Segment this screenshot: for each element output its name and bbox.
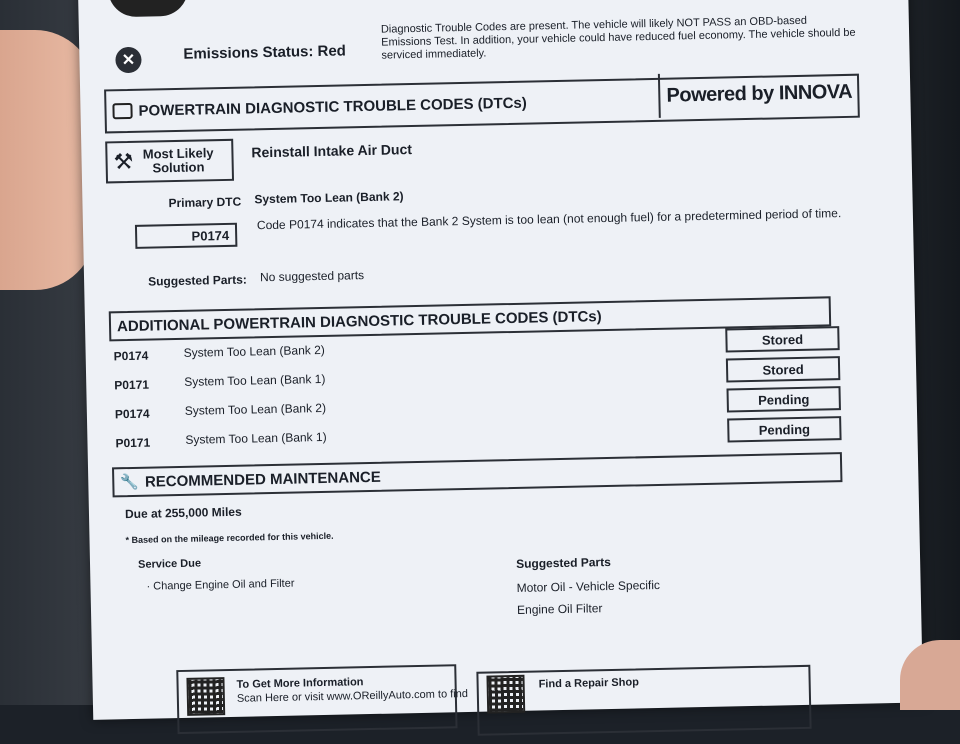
additional-dtc-header: ADDITIONAL POWERTRAIN DIAGNOSTIC TROUBLE CODES (DTCs): [109, 296, 831, 341]
powertrain-title: POWERTRAIN DIAGNOSTIC TROUBLE CODES (DTCs): [138, 94, 527, 120]
suggested-parts-value: No suggested parts: [259, 268, 365, 285]
most-likely-solution-box: [105, 139, 234, 184]
repair-shop-title: Find a Repair Shop: [538, 676, 639, 691]
maintenance-note: * Based on the mileage recorded for this vehicle.: [125, 530, 334, 546]
primary-dtc-code: P0174: [135, 223, 237, 249]
wrench-icon: 🔧: [120, 473, 140, 492]
service-item: · Change Engine Oil and Filter: [146, 577, 295, 593]
emissions-message: Diagnostic Trouble Codes are present. The vehicle will likely NOT PASS an OBD-based Emissions Test. In addition, your vehicle could have reduced fuel economy. The vehicle should be serviced immediately.: [380, 14, 856, 62]
primary-dtc-name: System Too Lean (Bank 2): [254, 189, 404, 207]
qr-code-icon: [186, 677, 225, 716]
maintenance-due: Due at 255,000 Miles: [124, 504, 242, 522]
maint-suggested-parts-label: Suggested Parts: [515, 554, 611, 571]
qr-code-icon: [486, 675, 525, 714]
maintenance-title: RECOMMENDED MAINTENANCE: [144, 468, 381, 491]
more-info-box: [176, 664, 469, 734]
engine-icon: [112, 103, 132, 119]
powered-by-innova: Powered by INNOVA: [658, 70, 859, 118]
dtc-row-code: P0174: [114, 406, 150, 422]
dtc-row-code: P0171: [115, 435, 151, 451]
dtc-row-desc: System Too Lean (Bank 2): [184, 400, 327, 418]
dtc-row-status: Pending: [727, 416, 841, 442]
dtc-row-status: Stored: [725, 326, 839, 352]
primary-dtc-label: Primary DTC: [168, 194, 242, 211]
more-info-subtitle: Scan Here or visit www.OReillyAuto.com to find: [236, 687, 469, 705]
dtc-row-desc: System Too Lean (Bank 1): [184, 371, 326, 389]
solution-label: Most Likely Solution: [142, 145, 214, 176]
red-status-x-icon: ✕: [115, 47, 142, 74]
suggested-parts-label: Suggested Parts:: [147, 272, 247, 289]
more-info-title: To Get More Information: [236, 676, 364, 691]
service-due-label: Service Due: [137, 557, 202, 571]
solution-text: Reinstall Intake Air Duct: [251, 141, 413, 161]
emissions-status: Emissions Status: Red: [183, 42, 347, 63]
part-item: Engine Oil Filter: [516, 601, 603, 617]
part-item: Motor Oil - Vehicle Specific: [516, 577, 661, 595]
maintenance-header: [112, 452, 842, 497]
primary-dtc-description: Code P0174 indicates that the Bank 2 System is too lean (not enough fuel) for a predetermined period of time.: [256, 206, 842, 233]
dtc-row-status: Stored: [726, 356, 840, 382]
logo-fragment: [108, 0, 189, 17]
diagnostic-report-sheet: [78, 0, 923, 720]
dtc-row-status: Pending: [726, 386, 840, 412]
dtc-row-desc: System Too Lean (Bank 1): [185, 429, 327, 447]
dtc-row-code: P0174: [113, 348, 149, 364]
dtc-row-code: P0171: [114, 377, 150, 393]
repair-shop-box: [476, 665, 811, 736]
dtc-row-desc: System Too Lean (Bank 2): [183, 342, 325, 360]
wrench-screwdriver-icon: ⚒: [113, 148, 134, 175]
